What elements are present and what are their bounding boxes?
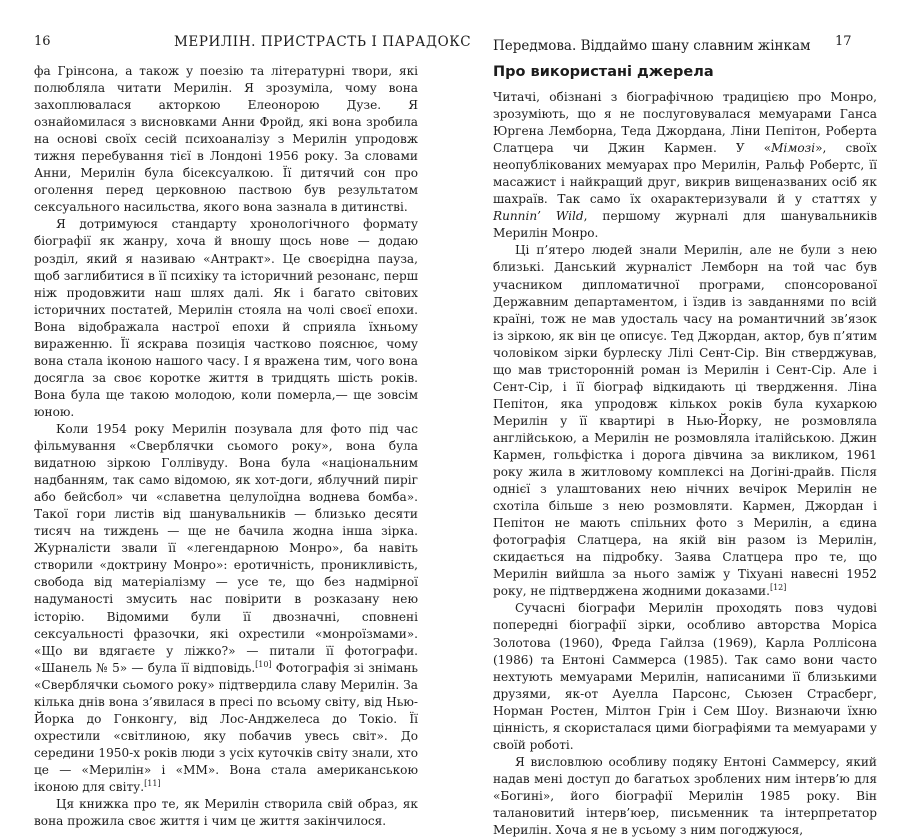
- text-run: Ці п’ятеро людей знали Мерилін, але не були з нею близькі. Данський журналіст Лемборн на той час був учасником дипломатичної програми, спонсорованої Державним департаментом, і їздив із завданнями по всій країні, тож не мав удосталь часу на романтичний зв’язок із зіркою, як він це описує. Тед Джордан, актор, був п’ятим чоловіком зірки бурлеску Лілі Сент-Сір. Він стверджував, що мав тристоронній роман із Мерилін і Сент-Сір. Але і Сент-Сір, і її біограф відкидають ці твердження. Ліна Пепітон, яка упродовж кількох років була кухаркою Мерилін у її квартирі в Нью-Йорку, не розмовляла англійською, а Мерилін не розмовляла італійською. Джин Кармен, гольфістка і дорога дівчина за викликом, 1961 року жила в житловому комплексі на Догіні-драйв. Після однієї з улаштованих нею нічних вечірок Мерилін не схотіла більше з нею розмовляти. Кармен, Джордан і Пепітон не мають спільних фото з Мерилін, а єдина фотографія Слатцера, на якій він разом із Мерилін, скидається на підробку. Заява Слатцера про те, що Мерилін вийшла за нього заміж у Тіхуані навесні 1952 року, не підтверджена жодними доказами.: [493, 243, 877, 599]
- text-run: », своїх неопублікованих мемуарах про Мерилін, Ральф Робертс, її масажист і найкращий друг, викрив вищеназваних осіб як шахраїв. Так само їх охарактеризували й у статтях у: [493, 141, 878, 207]
- footnote-ref: [10]: [255, 659, 272, 669]
- section-heading: Про використані джерела: [493, 64, 714, 80]
- paragraph: [493, 600, 877, 753]
- text-run: Коли 1954 року Мерилін позувала для фото під час фільмування «Сверблячки сьомого року», вона була видатною зіркою Голлівуду. Вона була «національним надбанням, так само відомою, як хот-доги, яблучний пиріг або бейсбол» чи «славетна целулоїдна воднева бомба». Такої гори листів від шанувальників — близько десяти тисяч на тиждень — ще не бачила жодна інша зірка. Журналісти звали її «легендарною Монро», ба навіть створили «доктрину Монро»: еротичність, проникливість, свобода від матеріалізму — усе те, що без надмірної надуманості змусить нас повірити в розказану нею історію. Відомими були її двозначні, сповнені сексуальності фразочки, які охрестили «монроїзмами». «Що ви вдягаєте у ліжко?» — питали її фотографи. «Шанель № 5» — була її відповідь.: [34, 421, 418, 675]
- text-run: Фотографія зі знімань «Сверблячки сьомого року» підтвердила славу Мерилін. За кілька днів вона з’явилася в пресі по всьому світу, від Нью-Йорка до Гонконгу, від Лос-Анджелеса до Токіо. Її охрестили «світлиною, яку побачив увесь світ». До середини 1950-х років люди з усіх куточків світу знали, хто це — «Мерилін» і «ММ». Вона стала американською іконою для світу.: [34, 660, 419, 794]
- running-head: МЕРИЛІН. ПРИСТРАСТЬ І ПАРАДОКС: [174, 34, 472, 50]
- body-text: [493, 89, 877, 839]
- footnote-ref: [11]: [144, 778, 161, 788]
- text-run: Я висловлюю особливу подяку Ентоні Саммерсу, який надав мені доступ до багатьох зроблених ним інтерв’ю для «Богині», його біографії Мерилін 1985 року. Він талановитий інтерв’юер, письменник та інтерпретатор Мерилін. Хоча я не в усьому з ним погоджуюся,: [493, 754, 877, 838]
- text-run: фа Грінсона, а також у поезію та літературні твори, які полюбляла читати Мерилін. Я зрозуміла, чому вона захоплювалася акторкою Елеонорою Дузе. Я ознайомилася з висновками Анни Фройд, які вона зробила на основі своїх сесій психоаналізу з Мерилін упродовж тижня перебування тієї в Лондоні 1956 року. За словами Анни, Мерилін була бісексуалкою. Її дитячий сон про оголення перед церковною паствою був результатом сексуального насильства, якого вона зазнала в дитинстві.: [34, 64, 418, 215]
- paragraph: [493, 242, 877, 600]
- footnote-ref: [12]: [769, 583, 787, 593]
- running-head: Передмова. Віддаймо шану славним жінкам: [493, 38, 811, 54]
- text-run: Читачі, обізнані з біографічною традицією про Монро, зрозуміють, що я не послуговувалася мемуарами Ганса Юргена Лемборна, Теда Джордана, Ліни Пепітон, Роберта Слатцера чи Джин Кармен. У «: [493, 90, 877, 156]
- paragraph: [493, 89, 877, 242]
- right-page: [450, 0, 900, 838]
- text-run: Ця книжка про те, як Мерилін створила свій образ, як вона прожила своє життя і чим це життя закінчилося.: [34, 797, 418, 829]
- paragraph: [493, 754, 877, 839]
- italic-title: Мімозі: [771, 141, 816, 156]
- paragraph: [34, 63, 418, 216]
- paragraph: [34, 421, 418, 796]
- page-number: 16: [34, 34, 51, 49]
- paragraph: [34, 216, 418, 421]
- paragraph: [34, 796, 418, 830]
- page-number: 17: [835, 34, 852, 49]
- italic-title: Runnin’ Wild: [493, 209, 584, 224]
- text-run: , першому журналі для шанувальників Мерилін Монро.: [493, 209, 878, 241]
- body-text: [34, 63, 418, 830]
- text-run: Я дотримуюся стандарту хронологічного формату біографії як жанру, хоча й вношу щось нове — додаю розділ, який я називаю «Антракт». Це своєрідна пауза, щоб заглибитися в її психіку та історичний резонанс, перш ніж продовжити наш шлях далі. Як і багато світових історичних постатей, Мерилін стояла на чолі своєї епохи. Вона відображала настрої епохи й сприяла їхньому вираженню. Її яскрава позиція частково пояснює, чому вона стала іконою нашого часу. І я вражена тим, чого вона досягла за своє коротке життя в тридцять шість років. Вона була ще такою молодою, коли померла,— ще зовсім юною.: [34, 217, 418, 419]
- text-run: Сучасні біографи Мерилін проходять повз чудові попередні біографії зірки, особливо авторства Моріса Золотова (1960), Фреда Гайлза (1969), Карла Роллісона (1986) та Ентоні Саммерса (1985). Так само вони часто нехтують мемуарами Мерилін, написаними її близькими друзями, як-от Ауелла Парсонс, Сьюзен Страсберг, Норман Ростен, Мілтон Грін і Сем Шоу. Визнаючи їхню цінність, я скористалася цими біографіями та мемуарами у своїй роботі.: [493, 601, 877, 752]
